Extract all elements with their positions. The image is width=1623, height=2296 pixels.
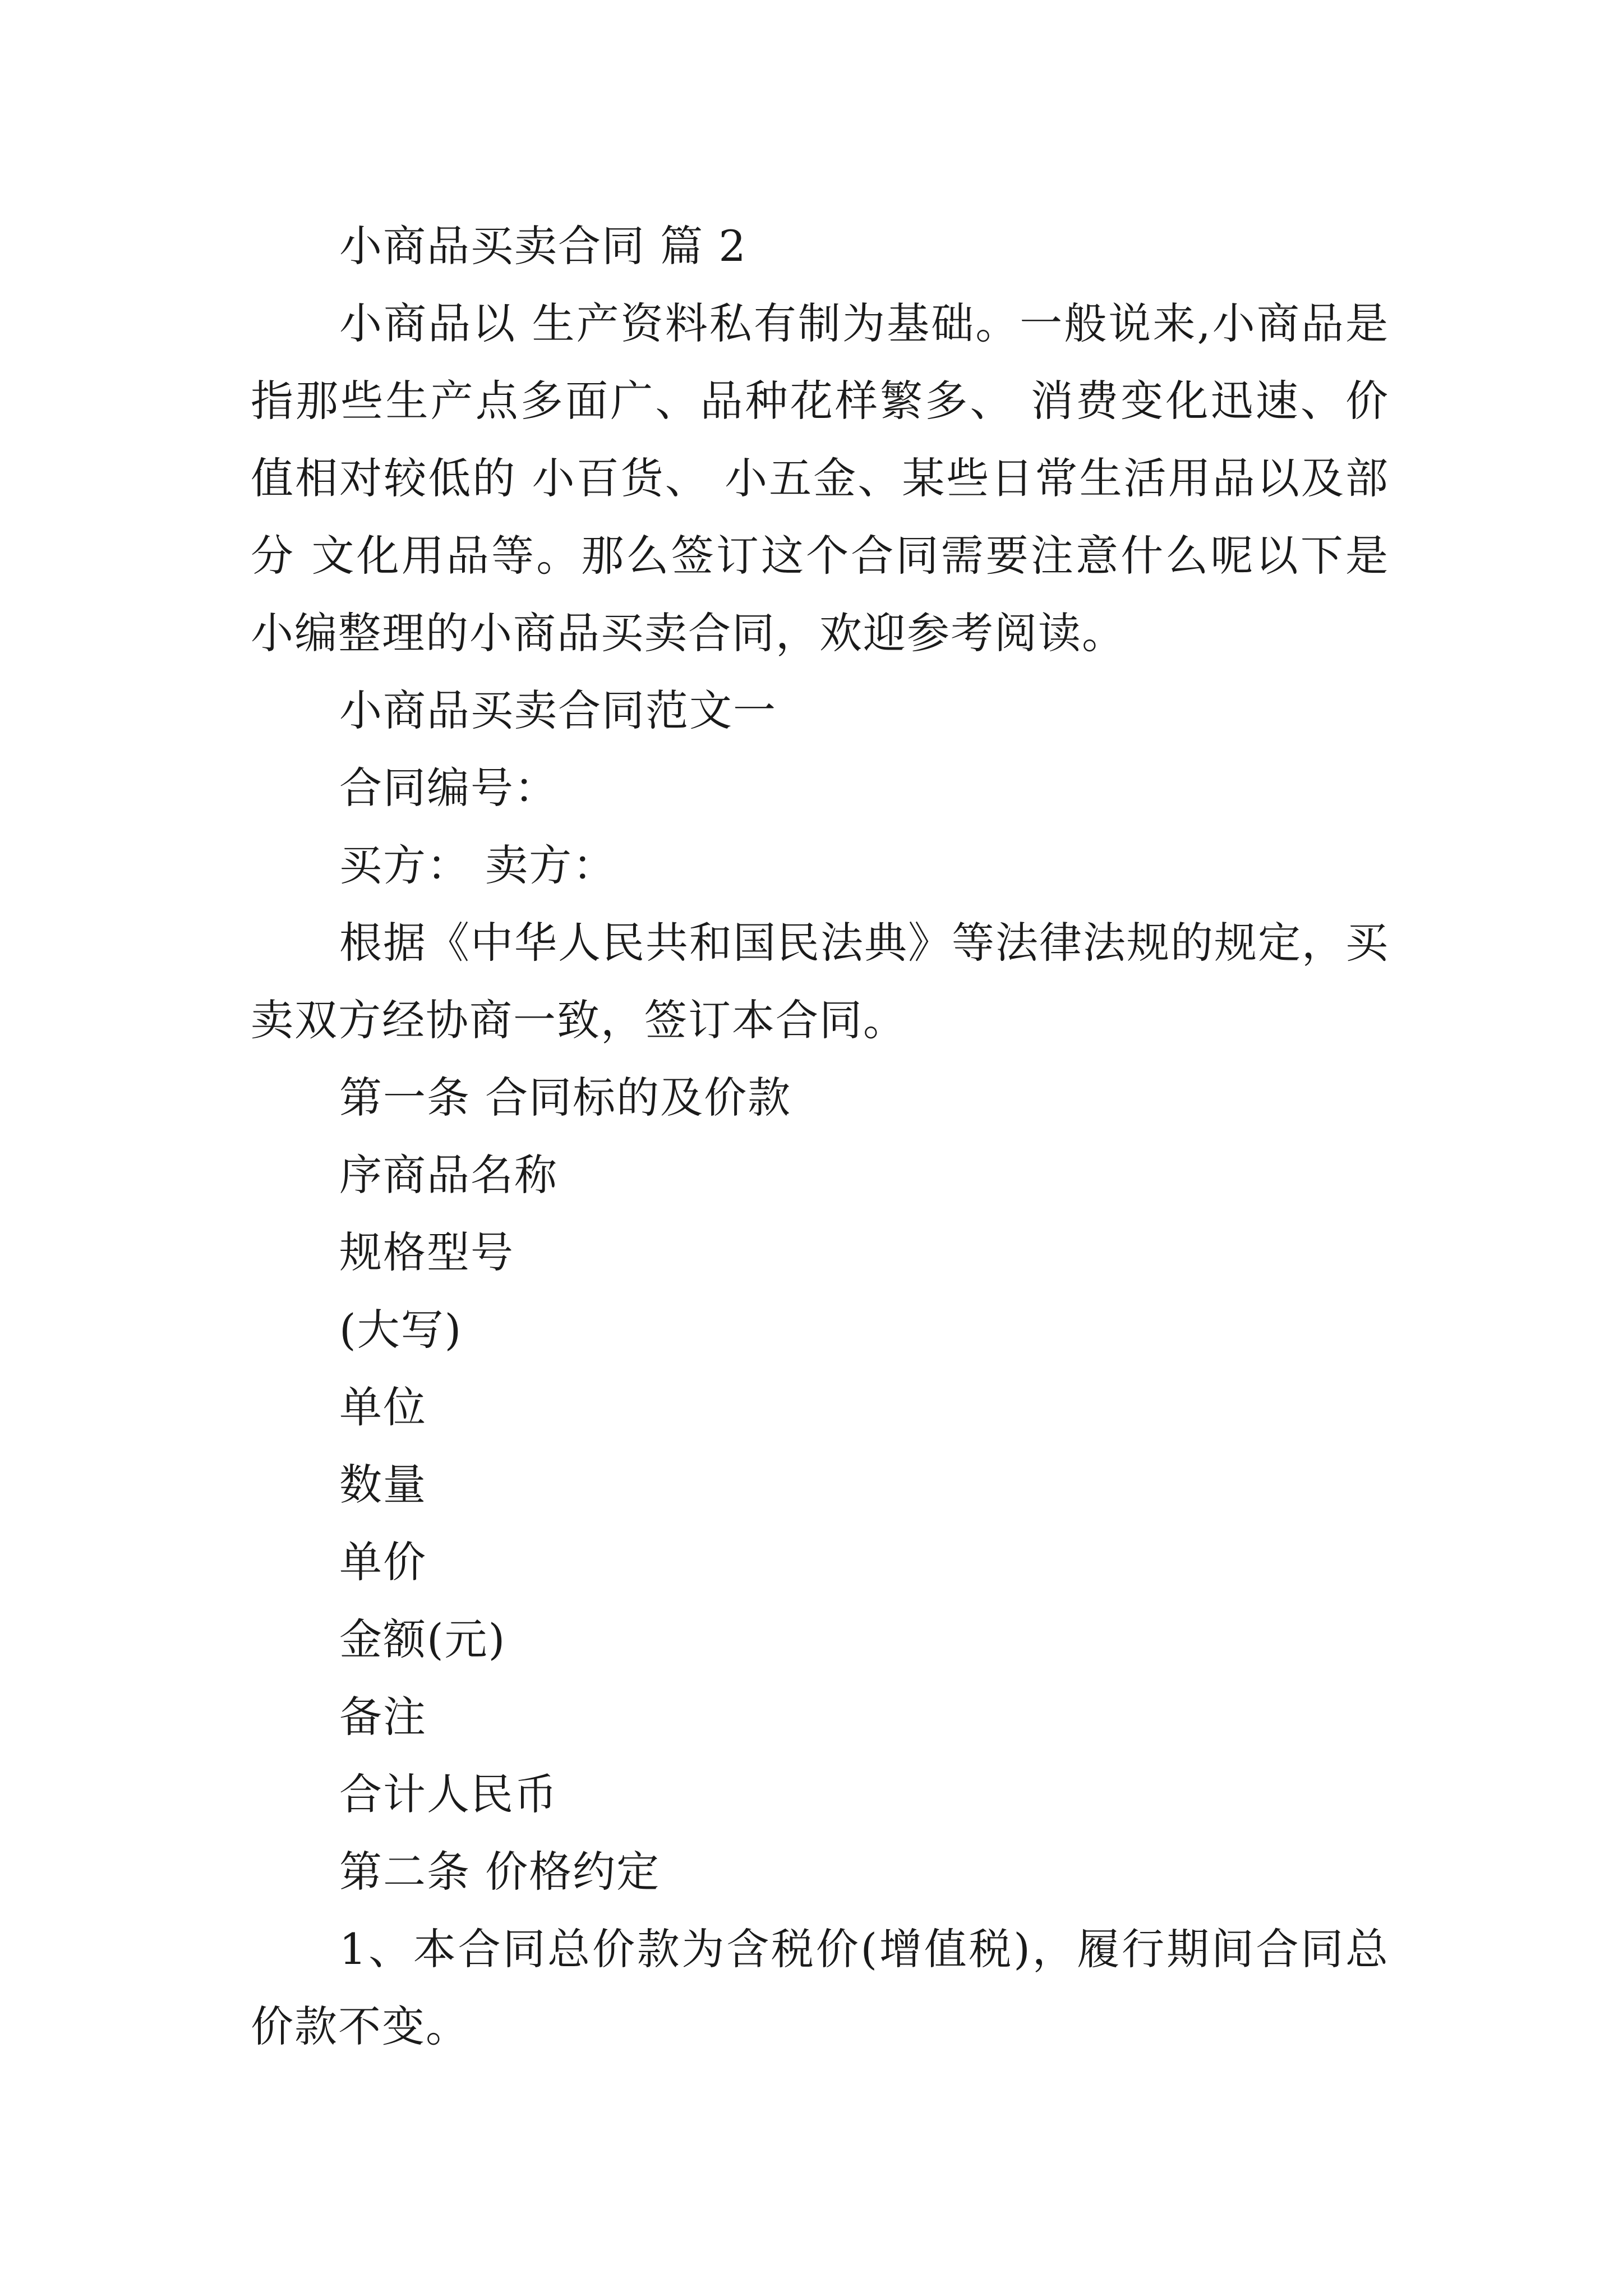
field-unit: 单位 — [339, 1382, 427, 1432]
intro-paragraph: 小商品以 生产资料私有制为基础。一般说来,小商品是指那些生产点多面广、品种花样繁多、 消费变化迅速、价值相对较低的 小百货、 小五金、某些日常生活用品以及部分 文化用品等。那么签订这个合同需要注意什么呢以下是小编整理的小商品买卖合同，欢迎参考阅读。 — [251, 298, 1389, 658]
article-2-heading: 第二条 价格约定 — [339, 1847, 661, 1897]
clause-2-1: 1、本合同总价款为含税价(增值税)，履行期间合同总价款不变。 — [251, 1924, 1389, 2051]
field-specification: 规格型号 — [339, 1227, 514, 1277]
article-1-heading: 第一条 合同标的及价款 — [339, 1073, 792, 1122]
field-product-name: 序商品名称 — [339, 1150, 558, 1200]
parties-line: 买方： 卖方： — [339, 840, 617, 890]
document-body — [251, 208, 1389, 2065]
preamble-paragraph: 根据《中华人民共和国民法典》等法律法规的规定，买卖双方经协商一致，签订本合同。 — [251, 918, 1389, 1045]
section-heading: 小商品买卖合同 篇 2 — [339, 221, 747, 271]
field-remarks: 备注 — [339, 1692, 427, 1742]
field-uppercase: (大写) — [339, 1305, 463, 1355]
field-quantity: 数量 — [339, 1460, 427, 1510]
field-amount: 金额(元) — [339, 1614, 506, 1664]
field-unit-price: 单价 — [339, 1537, 427, 1587]
contract-number-line: 合同编号： — [339, 763, 558, 813]
field-total-rmb: 合计人民币 — [339, 1769, 558, 1819]
sample-title: 小商品买卖合同范文一 — [339, 685, 777, 735]
